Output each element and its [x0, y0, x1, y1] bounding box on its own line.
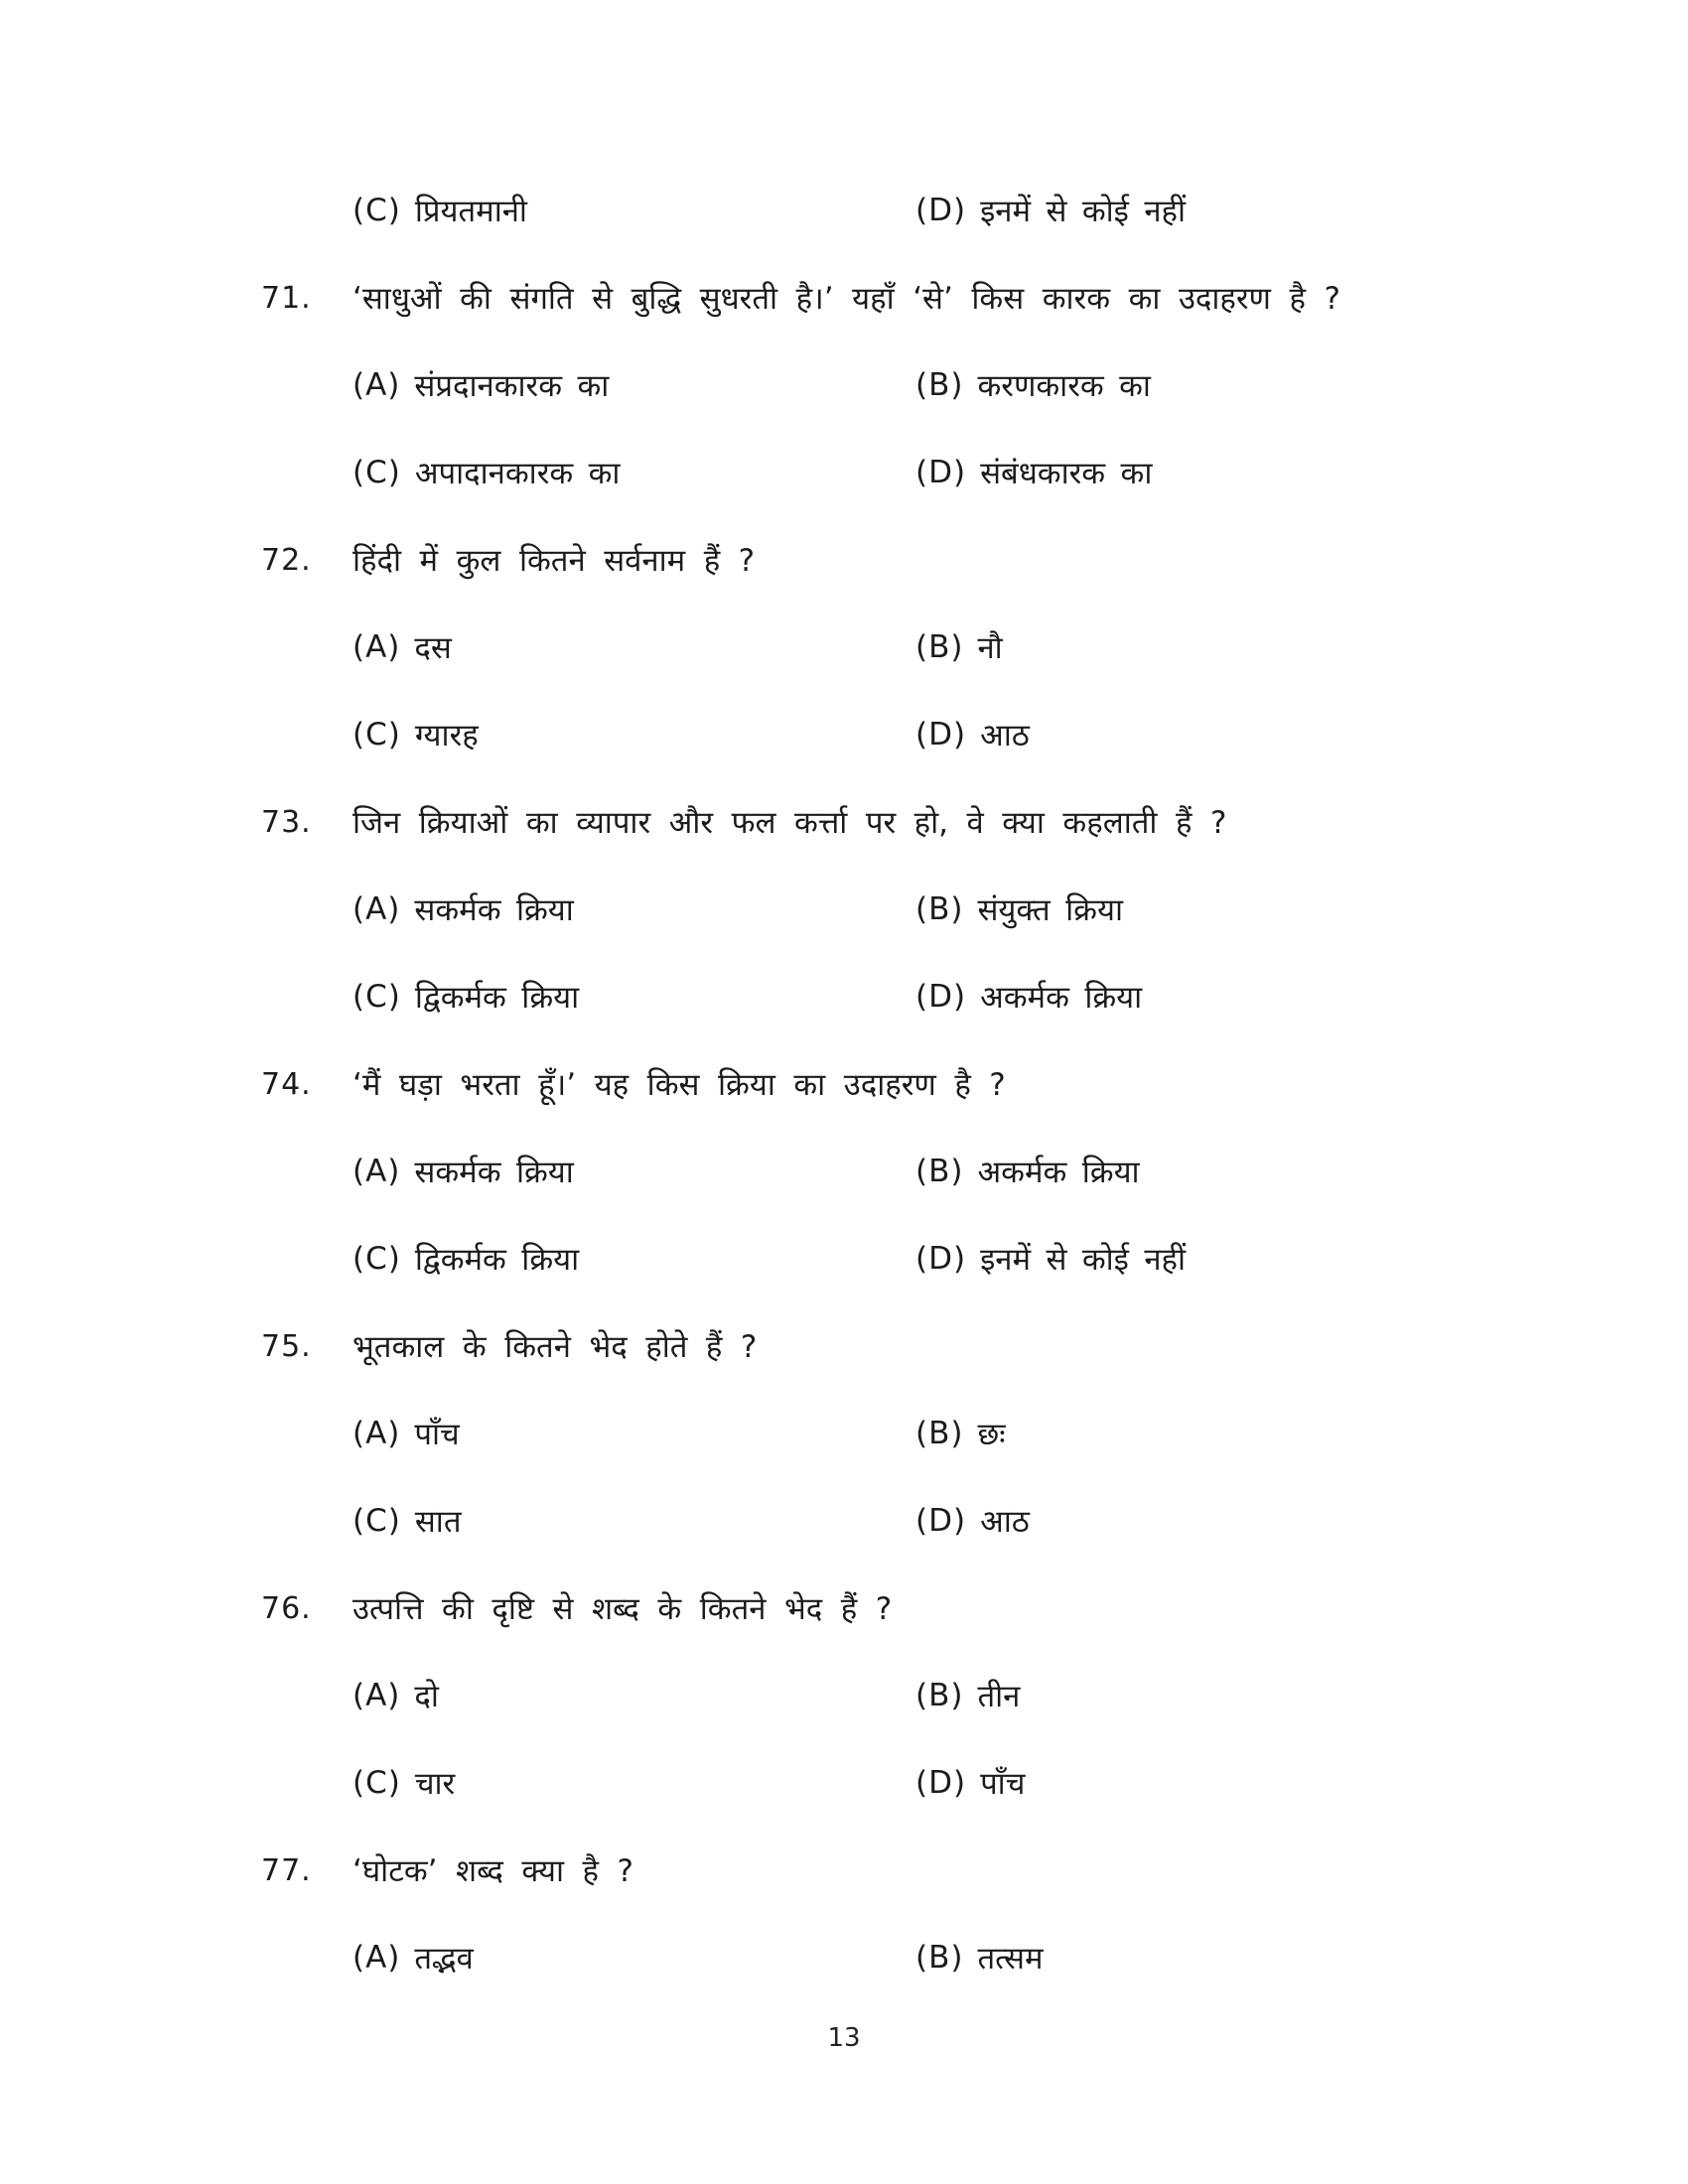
question-number: 74.: [261, 1066, 312, 1102]
option-d: [915, 714, 1030, 755]
option-b: [915, 888, 1123, 930]
page-number: 13: [827, 2023, 861, 2053]
option-c: [352, 1500, 915, 1542]
option-label: (C): [352, 455, 401, 490]
option-text: संबंधकारक का: [980, 456, 1153, 491]
question-row-75: [0, 1302, 1688, 1390]
options-row: [0, 691, 1688, 778]
question-row-71: [0, 254, 1688, 341]
option-text: दो: [414, 1679, 439, 1714]
options-row: [0, 1215, 1688, 1302]
option-d: [915, 1762, 1025, 1804]
option-label: (D): [915, 717, 967, 752]
option-label: (D): [915, 1503, 967, 1539]
option-text: सकर्मक क्रिया: [414, 892, 574, 928]
option-label: (D): [915, 193, 967, 228]
option-b: [915, 626, 1003, 668]
option-label: (A): [352, 891, 401, 927]
option-d: [915, 976, 1142, 1018]
options-row: [0, 1652, 1688, 1739]
question-number: 75.: [261, 1328, 312, 1364]
options-row: [0, 953, 1688, 1040]
option-label: (C): [352, 979, 401, 1015]
carryover-option-d: [915, 190, 1186, 231]
options-row: [0, 341, 1688, 429]
question-row-72: [0, 516, 1688, 604]
option-label: (A): [352, 367, 401, 403]
option-text: पाँच: [414, 1417, 460, 1452]
option-d: [915, 1500, 1030, 1542]
question-paper-content: [0, 167, 1688, 2001]
option-text: तीन: [977, 1679, 1021, 1714]
option-a: [352, 1151, 915, 1192]
option-text: आठ: [980, 1504, 1030, 1540]
option-text: दस: [414, 630, 452, 666]
option-c: [352, 452, 915, 493]
option-text: सकर्मक क्रिया: [414, 1155, 574, 1190]
option-text: संयुक्त क्रिया: [977, 892, 1123, 928]
option-label: (B): [915, 1678, 964, 1713]
option-label: (B): [915, 629, 964, 665]
options-row: [0, 1914, 1688, 2001]
option-label: (C): [352, 1241, 401, 1277]
option-text: अकर्मक क्रिया: [980, 980, 1143, 1016]
option-text: आठ: [980, 718, 1030, 753]
options-row: [0, 1390, 1688, 1477]
option-label: (B): [915, 1416, 964, 1451]
option-a: [352, 1675, 915, 1716]
option-label: (A): [352, 629, 401, 665]
option-b: [915, 1675, 1020, 1716]
question-number: 71.: [261, 280, 312, 316]
option-a: [352, 1937, 915, 1979]
question-row-74: [0, 1040, 1688, 1128]
options-row: [0, 429, 1688, 516]
option-b: [915, 1413, 1005, 1454]
option-label: (D): [915, 979, 967, 1015]
options-row: [0, 1477, 1688, 1565]
option-label: (C): [352, 1765, 401, 1801]
option-label: (A): [352, 1154, 401, 1189]
option-text: नौ: [977, 630, 1003, 666]
option-text: संप्रदानकारक का: [414, 368, 610, 404]
option-label: (A): [352, 1416, 401, 1451]
option-d: [915, 1238, 1186, 1280]
question-text: हिंदी में कुल कितने सर्वनाम हैं ?: [352, 543, 756, 579]
question-text: उत्पत्ति की दृष्टि से शब्द के कितने भेद हैं ?: [352, 1591, 893, 1627]
option-label: (B): [915, 367, 964, 403]
option-a: [352, 626, 915, 668]
question-text: ‘घोटक’ शब्द क्या है ?: [352, 1853, 633, 1889]
option-text: प्रियतमानी: [414, 194, 527, 229]
option-a: [352, 888, 915, 930]
option-label: (D): [915, 1765, 967, 1801]
question-text: जिन क्रियाओं का व्यापार और फल कर्त्ता पर हो, वे क्या कहलाती हैं ?: [352, 805, 1227, 841]
option-c: [352, 1762, 915, 1804]
option-c: [352, 976, 915, 1018]
option-b: [915, 1937, 1044, 1979]
option-label: (A): [352, 1940, 401, 1976]
question-row-73: [0, 778, 1688, 866]
option-text: चार: [414, 1766, 456, 1802]
option-label: (C): [352, 717, 401, 752]
option-a: [352, 364, 915, 406]
question-number: 73.: [261, 804, 312, 840]
options-row: [0, 604, 1688, 691]
option-label: (B): [915, 1154, 964, 1189]
option-label: (A): [352, 1678, 401, 1713]
option-text: सात: [414, 1504, 462, 1540]
option-label: (B): [915, 891, 964, 927]
question-text: ‘साधुओं की संगति से बुद्धि सुधरती है।’ यहाँ ‘से’ किस कारक का उदाहरण है ?: [352, 281, 1340, 317]
options-row: [0, 866, 1688, 953]
option-text: करणकारक का: [977, 368, 1151, 404]
option-text: छः: [977, 1417, 1006, 1452]
option-text: इनमें से कोई नहीं: [980, 194, 1187, 229]
option-b: [915, 1151, 1140, 1192]
option-text: ग्यारह: [414, 718, 479, 753]
question-number: 76.: [261, 1590, 312, 1626]
option-label: (D): [915, 455, 967, 490]
question-row-77: [0, 1827, 1688, 1914]
option-text: तत्सम: [977, 1941, 1044, 1977]
carryover-options-row: [0, 167, 1688, 254]
option-text: अकर्मक क्रिया: [977, 1155, 1140, 1190]
option-text: अपादानकारक का: [414, 456, 621, 491]
question-text: भूतकाल के कितने भेद होते हैं ?: [352, 1329, 758, 1365]
option-text: तद्भव: [414, 1941, 474, 1977]
option-text: द्विकर्मक क्रिया: [414, 1242, 580, 1278]
option-b: [915, 364, 1151, 406]
option-label: (B): [915, 1940, 964, 1976]
option-c: [352, 714, 915, 755]
question-row-76: [0, 1565, 1688, 1652]
option-label: (C): [352, 193, 401, 228]
option-text: द्विकर्मक क्रिया: [414, 980, 580, 1016]
option-text: इनमें से कोई नहीं: [980, 1242, 1187, 1278]
options-row: [0, 1739, 1688, 1827]
option-label: (C): [352, 1503, 401, 1539]
option-c: [352, 1238, 915, 1280]
question-number: 72.: [261, 542, 312, 578]
carryover-option-c: [352, 190, 915, 231]
option-text: पाँच: [980, 1766, 1026, 1802]
option-d: [915, 452, 1152, 493]
question-number: 77.: [261, 1852, 312, 1888]
question-text: ‘मैं घड़ा भरता हूँ।’ यह किस क्रिया का उदाहरण है ?: [352, 1067, 1006, 1103]
options-row: [0, 1128, 1688, 1215]
option-a: [352, 1413, 915, 1454]
option-label: (D): [915, 1241, 967, 1277]
